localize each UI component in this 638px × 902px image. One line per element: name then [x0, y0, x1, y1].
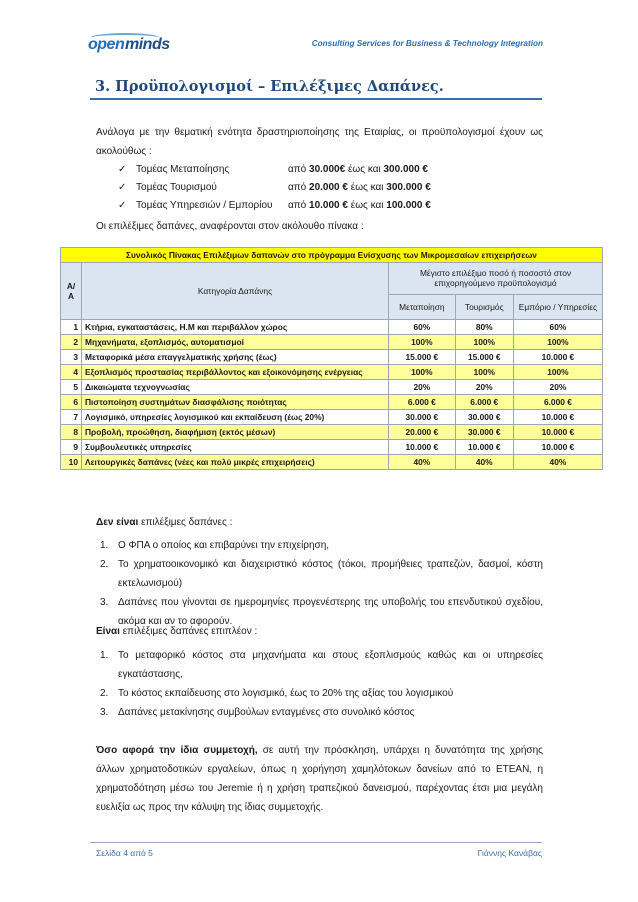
own-contribution-paragraph: Όσο αφορά την ίδια συμμετοχή, σε αυτή την πρόσκληση, υπάρχει η δυνατότητα της χρήσης άλλων χρηματοδοτικών εργαλείων, όπως η χορήγηση χαμηλότοκων δανείων από το ΕΤΕΑΝ, η χρηματοδότηση μέσω του Jeremie ή η χρήση τραπεζικού δανεισμού, παρέχοντας έτσι μια μεγάλη ευελιξία ως προς την κάλυψη της ίδιας συμμετοχής.	[96, 745, 543, 813]
header-tagline: Consulting Services for Business & Technology Integration	[311, 39, 543, 48]
budget-item	[118, 197, 538, 215]
table-row: 8 Προβολή, προώθηση, διαφήμιση (εκτός μέσων) 20.000 € 30.000 € 10.000 €	[61, 425, 603, 440]
list-item: 1. Ο ΦΠΑ ο οποίος και επιβαρύνει την επιχείρηση,	[100, 540, 330, 551]
eligible-heading: Είναι επιλέξιμες δαπάνες επιπλέον :	[96, 626, 258, 637]
footer-page-number: Σελίδα 4 από 5	[96, 848, 153, 858]
not-eligible-list	[96, 536, 543, 631]
title-underline	[90, 98, 542, 100]
table-row: 10 Λειτουργικές δαπάνες (νέες και πολύ μικρές επιχειρήσεις) 40% 40% 40%	[61, 455, 603, 470]
table-intro: Οι επιλέξιμες δαπάνες, αναφέρονται στον ακόλουθο πίνακα :	[96, 221, 364, 232]
col-max-header: Μέγιστο επιλέξιμο ποσό ή ποσοστό στον επιχορηγούμενο προϋπολογισμό	[389, 263, 603, 295]
table-row: 7 Λογισμικό, υπηρεσίες λογισμικού και εκπαίδευση (έως 20%) 30.000 € 30.000 € 10.000 €	[61, 410, 603, 425]
footer-divider	[90, 842, 542, 843]
list-item: 3. Δαπάνες που γίνονται σε ημερομηνίες προγενέστερης της υποβολής του επενδυτικού σχεδίου, ακόμα και αν το αφορούν.	[100, 597, 543, 627]
checkmark-icon: ✓	[118, 164, 127, 175]
sector-name: Τομέας Υπηρεσιών / Εμπορίου	[136, 200, 273, 211]
budget-range: από 10.000 € έως και 100.000 €	[288, 200, 431, 211]
section-title: 3. Προϋπολογισμοί – Επιλέξιμες Δαπάνες.	[95, 78, 444, 95]
table-header-row	[61, 263, 603, 295]
sector-name: Τομέας Τουρισμού	[136, 182, 217, 193]
table-row: 2 Μηχανήματα, εξοπλισμός, αυτοματισμοί 100% 100% 100%	[61, 335, 603, 350]
table-row: 5 Δικαιώματα τεχνογνωσίας 20% 20% 20%	[61, 380, 603, 395]
eligible-expenses-table	[60, 247, 603, 470]
budget-item	[118, 179, 538, 197]
table-title-row	[61, 248, 603, 263]
checkmark-icon: ✓	[118, 182, 127, 193]
table-row: 1 Κτήρια, εγκαταστάσεις, Η.Μ και περιβάλλον χώρος 60% 80% 60%	[61, 320, 603, 335]
table-row: 3 Μεταφορικά μέσα επαγγελματικής χρήσης (έως) 15.000 € 15.000 € 10.000 €	[61, 350, 603, 365]
intro-paragraph: Ανάλογα με την θεματική ενότητα δραστηριοποίησης της Εταιρίας, οι προϋπολογισμοί έχουν ως ακολούθως :	[96, 127, 543, 157]
logo-open-text: open	[88, 36, 125, 53]
table-row: 9 Συμβουλευτικές υπηρεσίες 10.000 € 10.000 € 10.000 €	[61, 440, 603, 455]
budget-item	[118, 161, 538, 179]
table-row: 4 Εξοπλισμός προστασίας περιβάλλοντος και εξοικονόμησης ενέργειας 100% 100% 100%	[61, 365, 603, 380]
footer-author: Γιάννης Κανάβας	[477, 848, 542, 858]
budget-range: από 20.000 € έως και 300.000 €	[288, 182, 431, 193]
logo-minds-text: minds	[125, 36, 170, 53]
list-item: 3. Δαπάνες μετακίνησης συμβούλων ενταγμένες στο συνολικό κόστος	[100, 707, 415, 718]
list-item: 1. Το μεταφορικό κόστος στα μηχανήματα και στους εξοπλισμούς καθώς και οι υπηρεσίες εγκατάστασης,	[100, 650, 543, 680]
col-category-header: Κατηγορία Δαπάνης	[82, 263, 389, 320]
col-tourism-header: Τουρισμός	[455, 294, 513, 319]
col-manufacturing-header: Μεταποίηση	[389, 294, 456, 319]
budget-range: από 30.000€ έως και 300.000 €	[288, 164, 428, 175]
budget-list	[118, 161, 538, 215]
table-title: Συνολικός Πίνακας Επιλέξιμων δαπανών στο πρόγραμμα Ενίσχυσης των Μικρομεσαίων επιχειρήσεων	[61, 248, 603, 263]
checkmark-icon: ✓	[118, 200, 127, 211]
table-row: 6 Πιστοποίηση συστημάτων διασφάλισης ποιότητας 6.000 € 6.000 € 6.000 €	[61, 395, 603, 410]
openminds-logo	[88, 32, 168, 66]
not-eligible-heading: Δεν είναι επιλέξιμες δαπάνες :	[96, 517, 233, 528]
col-commerce-header: Εμπόριο / Υπηρεσίες	[513, 294, 602, 319]
list-item: 2. Το χρηματοοικονομικό και διαχειριστικό κόστος (τόκοι, προμήθειες τραπεζών, δασμοί, κόστη εκτελωνισμού)	[100, 559, 543, 589]
sector-name: Τομέας Μεταποίησης	[136, 164, 230, 175]
col-aa-header: Α/Α	[61, 263, 82, 320]
list-item: 2. Το κόστος εκπαίδευσης στο λογισμικό, έως το 20% της αξίας του λογισμικού	[100, 688, 454, 699]
eligible-list	[96, 646, 543, 722]
